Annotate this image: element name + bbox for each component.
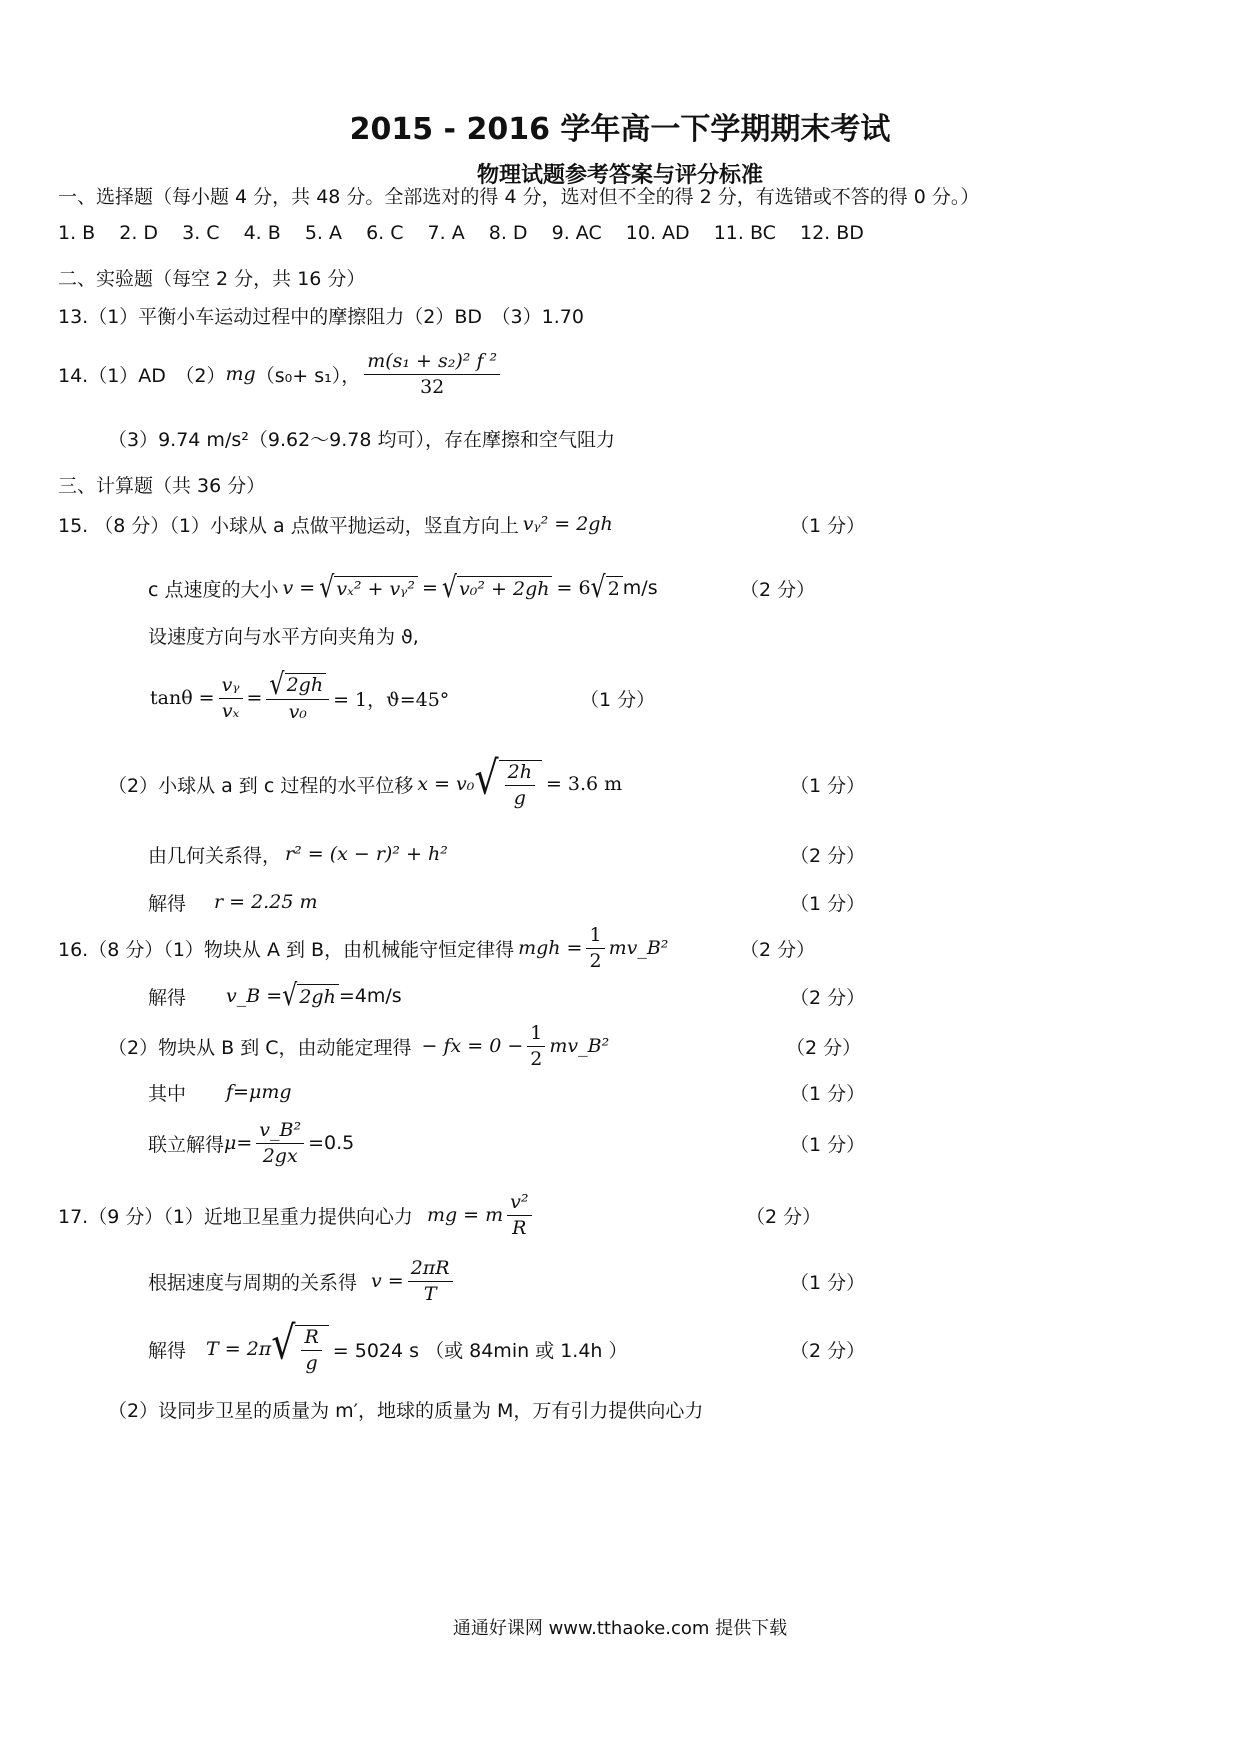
score: （1 分）	[790, 1271, 866, 1294]
q16-line5-res: =0.5	[308, 1132, 355, 1154]
frac-den: g	[513, 786, 526, 809]
section-heading-experiment: 二、实验题（每空 2 分，共 16 分）	[58, 268, 366, 290]
q16-line4-eq: f=μmg	[226, 1081, 292, 1103]
frac-den: g	[305, 1351, 318, 1374]
answer-item: 2. D	[119, 222, 159, 244]
frac-den: 2	[530, 1047, 543, 1070]
answer-item: 6. C	[366, 222, 404, 244]
score: （1 分）	[790, 1133, 866, 1156]
radicand: vₓ² + vᵧ²	[334, 576, 418, 600]
answer-item: 10. AD	[625, 222, 690, 244]
frac-den: vₓ	[221, 699, 240, 722]
q15-line5	[0, 751, 1240, 814]
q17-line2-text: 根据速度与周期的关系得	[148, 1271, 358, 1294]
frac-num: 1	[586, 925, 604, 949]
score: （1 分）	[790, 774, 866, 797]
score: （2 分）	[740, 938, 816, 961]
q16-line5-text: 联立解得	[148, 1133, 225, 1156]
frac-1-2	[527, 1023, 545, 1070]
frac-den: v₀	[288, 700, 307, 723]
score: （2 分）	[790, 844, 866, 867]
q17-line1-text: 17.（9 分）（1）近地卫星重力提供向心力	[58, 1205, 413, 1228]
q15-line4-res: = 1，ϑ=45°	[333, 688, 450, 711]
q15-line1	[0, 496, 1240, 552]
sqrt-vx-vy: √ vₓ² + vᵧ²	[319, 576, 418, 600]
q14-frac-num: m(s₁ + s₂)² f ²	[364, 351, 500, 375]
q14-part3: （3）9.74 m/s²（9.62～9.78 均可），存在摩擦和空气阻力	[108, 429, 616, 451]
q14-mg: mg	[225, 363, 256, 385]
answer-item: 8. D	[488, 222, 528, 244]
frac-1-2	[586, 925, 604, 972]
q14-frac-den: 32	[420, 375, 445, 398]
sqrt-2: √ 2	[591, 576, 623, 600]
score: （1 分）	[790, 1082, 866, 1105]
page-title: 2015 - 2016 学年高一下学期期末考试	[349, 112, 891, 147]
q15-line2-unit: m/s	[622, 577, 658, 599]
q16-line3-eq-b: mv_B²	[549, 1035, 610, 1057]
q17-line4: （2）设同步卫星的质量为 m′，地球的质量为 M，万有引力提供向心力	[108, 1400, 704, 1422]
answer-item: 3. C	[182, 222, 220, 244]
q16-line5	[0, 1112, 1240, 1174]
q15-line7-eq: r = 2.25 m	[214, 891, 318, 913]
frac-vy-vx	[219, 675, 243, 722]
q16-line5-eq: μ=	[224, 1132, 253, 1154]
q15-line1-eq: vᵧ² = 2gh	[522, 513, 613, 535]
q16-line1-eq: mgh =	[518, 937, 583, 959]
q15-line7-text: 解得	[148, 892, 187, 915]
sqrt-R-g: √ $\frac{R}{g}$	[271, 1325, 329, 1374]
q15-line5-text: （2）小球从 a 到 c 过程的水平位移	[108, 774, 414, 797]
q15-line4: tanθ = $\frac{\text{vᵧ}}{\text{vₓ}}$ = √ 2gh v₀ = 1，ϑ=45° （1 分）	[0, 668, 1240, 728]
frac-den: 2	[589, 949, 602, 972]
q14-prefix: 14.（1）AD （2）	[58, 364, 226, 387]
radicand: 2gh	[285, 673, 327, 697]
frac-num: vᵧ	[219, 675, 243, 699]
q15-line2-text: c 点速度的大小	[148, 578, 279, 601]
choice-answers	[58, 222, 882, 244]
frac-num: R	[301, 1327, 321, 1351]
q14-fraction	[364, 351, 500, 398]
q16-line1-eq-b: mv_B²	[608, 937, 669, 959]
q17-line2	[0, 1250, 1240, 1312]
answer-item: 12. BD	[800, 222, 864, 244]
frac-num: 2πR	[408, 1258, 453, 1282]
score: （1 分）	[580, 688, 656, 711]
score: （2 分）	[790, 1339, 866, 1362]
frac-sqrt2gh-v0: √ 2gh v₀	[266, 673, 329, 723]
frac-2piR-T	[408, 1258, 453, 1305]
q17-line3-text: 解得	[148, 1339, 187, 1362]
q17-line1-eq: mg = m	[426, 1204, 504, 1226]
radicand: 2gh	[297, 984, 339, 1008]
score: （2 分）	[740, 578, 816, 601]
q15-line2: c 点速度的大小 v = √ vₓ² + vᵧ² = √ v₀² + 2gh = 6 √ 2 m/s （2 分）	[0, 560, 1240, 616]
q14-paren: （s₀+ s₁），	[255, 364, 361, 387]
q16-line4-text: 其中	[148, 1082, 187, 1105]
q13-answer: 13.（1）平衡小车运动过程中的摩擦阻力（2）BD （3）1.70	[58, 306, 584, 328]
q17-line2-eq: v =	[371, 1270, 404, 1292]
q17-line3-res: = 5024 s （或 84min 或 1.4h ）	[332, 1339, 628, 1362]
q15-line5-res: = 3.6 m	[545, 773, 623, 795]
q16-line3-text: （2）物块从 B 到 C，由动能定理得	[108, 1036, 412, 1059]
section-heading-choice: 一、选择题（每小题 4 分，共 48 分。全部选对的得 4 分，选对但不全的得 2 分，有选错或不答的得 0 分。）	[58, 186, 980, 208]
q15-line5-eq: x = v₀	[417, 773, 475, 795]
score: （2 分）	[786, 1036, 862, 1059]
q15-tan: tanθ =	[150, 687, 215, 709]
frac-num: 2h	[505, 762, 535, 786]
frac-num: v_B²	[256, 1120, 304, 1144]
sqrt-2gh: √ 2gh	[282, 984, 339, 1008]
radicand: v₀² + 2gh	[457, 576, 552, 600]
answer-item: 4. B	[243, 222, 281, 244]
frac-v2-R	[507, 1192, 531, 1239]
sqrt-2h-g: √ $\frac{2h}{g}$	[474, 760, 542, 809]
frac-num: 1	[527, 1023, 545, 1047]
q16-line1-text: 16.（8 分）（1）物块从 A 到 B，由机械能守恒定律得	[58, 938, 515, 961]
q15-line6-eq: r² = (x − r)² + h²	[285, 843, 448, 865]
answer-item: 1. B	[58, 222, 96, 244]
score: （2 分）	[790, 986, 866, 1009]
sqrt-v0-2gh: √ v₀² + 2gh	[442, 576, 553, 600]
score: （1 分）	[790, 514, 866, 537]
q16-line2-eq: v_B =	[226, 985, 283, 1007]
frac-vb2-2gx	[256, 1120, 304, 1167]
answer-item: 9. AC	[551, 222, 602, 244]
q16-line2-text: 解得	[148, 986, 187, 1009]
frac-num: v²	[507, 1192, 531, 1216]
radicand: 2	[606, 576, 623, 600]
q17-line1	[0, 1184, 1240, 1246]
q17-line3	[0, 1318, 1240, 1380]
q15-line2-v: v =	[282, 577, 316, 599]
q15-line6-text: 由几何关系得，	[148, 844, 282, 867]
frac-den: T	[423, 1282, 437, 1305]
answer-item: 5. A	[304, 222, 343, 244]
score: （1 分）	[790, 892, 866, 915]
page-footer: 通通好课网 www.tthaoke.com 提供下载	[452, 1618, 788, 1639]
section-heading-calc: 三、计算题（共 36 分）	[58, 475, 266, 497]
frac-den: R	[512, 1216, 527, 1239]
q16-line3-eq: − fx = 0 −	[421, 1035, 524, 1057]
q16-line2-res: =4m/s	[338, 985, 402, 1007]
q17-line3-eq: T = 2π	[206, 1338, 272, 1360]
page-subtitle: 物理试题参考答案与评分标准	[476, 163, 763, 188]
frac-den: 2gx	[262, 1144, 298, 1167]
q14-row	[0, 346, 1240, 402]
q15-line3: 设速度方向与水平方向夹角为 ϑ,	[148, 626, 419, 648]
answer-item: 7. A	[427, 222, 465, 244]
q15-line1-text: 15. （8 分）（1）小球从 a 点做平抛运动，竖直方向上	[58, 514, 519, 537]
answer-item: 11. BC	[713, 222, 776, 244]
score: （2 分）	[746, 1205, 822, 1228]
q15-line2-res: = 6	[556, 577, 591, 599]
